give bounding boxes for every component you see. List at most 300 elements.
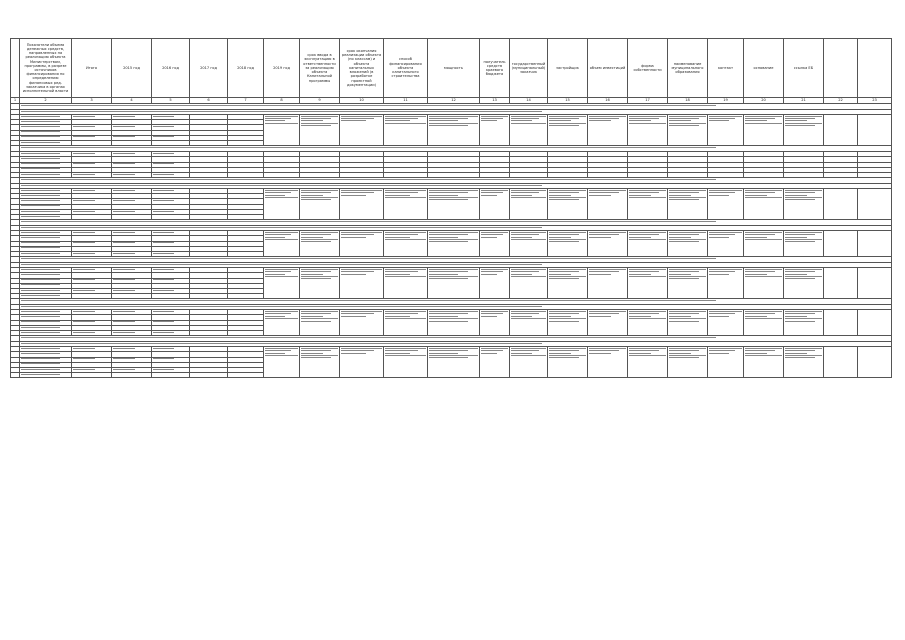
merged-detail-cell — [784, 115, 824, 146]
text-stroke — [73, 232, 95, 233]
scanned-text-placeholder — [301, 348, 338, 378]
investment-table — [10, 38, 892, 378]
text-stroke — [429, 120, 458, 121]
text-stroke — [301, 241, 331, 242]
header-cell-capacity: мощность — [428, 39, 480, 98]
column-number: 2 — [20, 98, 72, 104]
text-stroke — [429, 350, 468, 351]
column-number: 14 — [510, 98, 548, 104]
text-stroke — [113, 232, 135, 233]
text-stroke — [549, 190, 586, 191]
value-cell — [228, 373, 264, 378]
text-stroke — [385, 355, 426, 356]
merged-detail-cell — [384, 268, 428, 299]
text-stroke — [153, 126, 174, 127]
scanned-text-placeholder — [481, 269, 508, 299]
text-stroke — [669, 316, 691, 317]
scanned-text-placeholder — [481, 311, 508, 336]
text-stroke — [301, 118, 331, 119]
merged-detail-cell — [628, 347, 668, 378]
value-cell — [72, 373, 112, 378]
scanned-text-placeholder — [785, 116, 822, 146]
text-stroke — [301, 192, 331, 193]
text-stroke — [21, 227, 542, 228]
text-stroke — [429, 321, 468, 322]
text-stroke — [785, 274, 807, 275]
text-stroke — [785, 321, 815, 322]
merged-detail-cell — [300, 231, 340, 257]
text-stroke — [429, 239, 478, 240]
text-stroke — [549, 353, 571, 354]
text-stroke — [153, 269, 174, 270]
text-stroke — [549, 241, 579, 242]
text-stroke — [153, 253, 174, 254]
text-stroke — [153, 232, 174, 233]
text-stroke — [429, 118, 468, 119]
text-stroke — [629, 192, 659, 193]
merged-detail-cell — [548, 231, 588, 257]
text-stroke — [21, 136, 60, 137]
scanned-text-placeholder — [265, 190, 298, 220]
text-stroke — [709, 269, 742, 270]
text-stroke — [73, 358, 95, 359]
text-stroke — [481, 118, 503, 119]
text-stroke — [429, 271, 468, 272]
text-stroke — [385, 274, 410, 275]
text-stroke — [669, 350, 699, 351]
text-stroke — [341, 311, 382, 312]
text-stroke — [629, 190, 666, 191]
text-stroke — [301, 278, 331, 279]
text-stroke — [745, 348, 782, 349]
merged-detail-cell — [824, 189, 858, 220]
scanned-text-placeholder — [385, 269, 426, 299]
text-stroke — [113, 163, 135, 164]
merged-detail-cell — [858, 231, 892, 257]
text-stroke — [785, 357, 815, 358]
text-stroke — [153, 321, 174, 322]
text-stroke — [385, 239, 426, 240]
text-stroke — [785, 271, 815, 272]
text-stroke — [481, 195, 497, 196]
scanned-text-placeholder — [745, 190, 782, 220]
merged-detail-cell — [668, 231, 708, 257]
text-stroke — [481, 192, 503, 193]
text-stroke — [481, 232, 508, 233]
text-stroke — [21, 211, 60, 212]
text-stroke — [785, 125, 815, 126]
text-stroke — [785, 276, 822, 277]
text-stroke — [21, 247, 60, 248]
value-cell — [152, 373, 190, 378]
text-stroke — [589, 269, 626, 270]
text-stroke — [113, 126, 135, 127]
scanned-text-placeholder — [341, 232, 382, 257]
merged-detail-cell — [340, 231, 384, 257]
text-stroke — [341, 316, 366, 317]
text-stroke — [301, 234, 331, 235]
text-stroke — [301, 197, 338, 198]
text-stroke — [745, 274, 767, 275]
scanned-text-placeholder — [785, 348, 822, 378]
column-number: 4 — [112, 98, 152, 104]
text-stroke — [265, 311, 298, 312]
text-stroke — [481, 350, 503, 351]
text-stroke — [21, 242, 60, 243]
text-stroke — [73, 126, 95, 127]
text-stroke — [745, 190, 782, 191]
text-stroke — [429, 241, 468, 242]
text-stroke — [113, 290, 135, 291]
merged-detail-cell — [300, 115, 340, 146]
table-body — [11, 104, 892, 378]
text-stroke — [629, 232, 666, 233]
text-stroke — [21, 153, 60, 154]
merged-detail-cell — [428, 347, 480, 378]
merged-detail-cell — [824, 115, 858, 146]
text-stroke — [265, 271, 291, 272]
scanned-text-placeholder — [785, 190, 822, 220]
text-stroke — [265, 239, 298, 240]
merged-detail-cell — [510, 231, 548, 257]
merged-detail-cell — [480, 347, 510, 378]
text-stroke — [709, 271, 735, 272]
text-stroke — [341, 120, 366, 121]
text-stroke — [21, 232, 60, 233]
text-stroke — [785, 348, 822, 349]
text-stroke — [21, 142, 60, 143]
text-stroke — [301, 237, 323, 238]
text-stroke — [629, 355, 666, 356]
value-cell — [11, 373, 20, 378]
text-stroke — [511, 234, 539, 235]
scanned-text-placeholder — [265, 311, 298, 336]
text-stroke — [745, 311, 782, 312]
text-stroke — [341, 195, 366, 196]
text-stroke — [669, 120, 691, 121]
scanned-text-placeholder — [341, 190, 382, 220]
header-cell-2019: 2019 год — [264, 39, 300, 98]
merged-detail-cell — [708, 347, 744, 378]
scanned-text-placeholder — [589, 190, 626, 220]
text-stroke — [629, 120, 651, 121]
text-stroke — [481, 120, 497, 121]
text-stroke — [429, 357, 468, 358]
text-stroke — [549, 313, 579, 314]
text-stroke — [745, 318, 782, 319]
scanned-text-placeholder — [629, 190, 666, 220]
text-stroke — [73, 369, 95, 370]
text-stroke — [745, 350, 775, 351]
column-number: 9 — [300, 98, 340, 104]
text-stroke — [785, 123, 822, 124]
merged-detail-cell — [784, 189, 824, 220]
merged-detail-cell — [480, 310, 510, 336]
text-stroke — [745, 316, 767, 317]
spreadsheet-sheet — [10, 38, 890, 628]
text-stroke — [745, 237, 767, 238]
merged-detail-cell — [628, 310, 668, 336]
text-stroke — [385, 232, 426, 233]
text-stroke — [385, 192, 418, 193]
text-stroke — [73, 211, 95, 212]
text-stroke — [481, 316, 497, 317]
text-stroke — [21, 147, 716, 148]
text-stroke — [301, 271, 331, 272]
text-stroke — [549, 125, 579, 126]
text-stroke — [301, 355, 338, 356]
merged-detail-cell — [708, 268, 744, 299]
text-stroke — [709, 192, 735, 193]
text-stroke — [511, 276, 546, 277]
column-number: 16 — [588, 98, 628, 104]
column-number: 11 — [384, 98, 428, 104]
text-stroke — [669, 239, 706, 240]
text-stroke — [113, 369, 135, 370]
scanned-text-placeholder — [629, 232, 666, 257]
text-stroke — [709, 350, 735, 351]
text-stroke — [785, 190, 822, 191]
text-stroke — [113, 190, 135, 191]
text-stroke — [549, 120, 571, 121]
text-stroke — [669, 353, 691, 354]
text-stroke — [265, 318, 298, 319]
text-stroke — [785, 195, 807, 196]
merged-detail-cell — [428, 115, 480, 146]
text-stroke — [709, 313, 735, 314]
scanned-text-placeholder — [745, 232, 782, 257]
scanned-text-placeholder — [341, 348, 382, 378]
text-stroke — [153, 358, 174, 359]
text-stroke — [511, 239, 546, 240]
text-stroke — [385, 123, 426, 124]
merged-detail-cell — [744, 189, 784, 220]
text-stroke — [549, 192, 579, 193]
text-stroke — [153, 190, 174, 191]
text-stroke — [153, 153, 174, 154]
text-stroke — [341, 350, 374, 351]
text-stroke — [429, 116, 478, 117]
text-stroke — [549, 316, 571, 317]
text-stroke — [21, 316, 60, 317]
text-stroke — [745, 269, 782, 270]
text-stroke — [785, 269, 822, 270]
text-stroke — [265, 118, 291, 119]
text-stroke — [669, 118, 699, 119]
text-stroke — [153, 200, 174, 201]
text-stroke — [629, 197, 666, 198]
text-stroke — [341, 237, 366, 238]
merged-detail-cell — [384, 115, 428, 146]
merged-detail-cell — [628, 115, 668, 146]
text-stroke — [429, 123, 478, 124]
text-stroke — [589, 118, 619, 119]
merged-detail-cell — [428, 189, 480, 220]
text-stroke — [21, 353, 60, 354]
text-stroke — [265, 350, 291, 351]
merged-detail-cell — [264, 347, 300, 378]
header-cell-extra-2 — [858, 39, 892, 98]
text-stroke — [429, 278, 468, 279]
text-stroke — [73, 153, 95, 154]
text-stroke — [113, 321, 135, 322]
scanned-text-placeholder — [709, 348, 742, 378]
text-stroke — [429, 313, 468, 314]
text-stroke — [669, 195, 691, 196]
merged-detail-cell — [340, 347, 384, 378]
text-stroke — [511, 274, 532, 275]
text-stroke — [385, 237, 410, 238]
merged-detail-cell — [668, 189, 708, 220]
text-stroke — [481, 274, 497, 275]
text-stroke — [669, 234, 699, 235]
scanned-text-placeholder — [549, 190, 586, 220]
scanned-text-placeholder — [385, 348, 426, 378]
scanned-text-placeholder — [301, 232, 338, 257]
merged-detail-cell — [824, 268, 858, 299]
text-stroke — [153, 311, 174, 312]
text-stroke — [669, 199, 699, 200]
text-stroke — [153, 348, 174, 349]
text-stroke — [785, 350, 815, 351]
text-stroke — [301, 190, 338, 191]
text-stroke — [785, 120, 807, 121]
scanned-text-placeholder — [341, 269, 382, 299]
scanned-text-placeholder — [341, 311, 382, 336]
text-stroke — [709, 274, 729, 275]
text-stroke — [21, 200, 60, 201]
column-number: 21 — [784, 98, 824, 104]
merged-detail-cell — [708, 189, 744, 220]
scanned-text-placeholder — [511, 232, 546, 257]
header-cell-deadline: срок окончания реализации объекта (по классам) и объекта капитальных вложений (в разработке проектной документации) — [340, 39, 384, 98]
text-stroke — [429, 125, 468, 126]
text-stroke — [429, 269, 478, 270]
text-stroke — [429, 318, 478, 319]
text-stroke — [511, 197, 546, 198]
text-stroke — [341, 313, 374, 314]
text-stroke — [589, 311, 626, 312]
text-stroke — [113, 269, 135, 270]
text-stroke — [21, 337, 716, 338]
text-stroke — [629, 123, 666, 124]
text-stroke — [589, 190, 626, 191]
text-stroke — [549, 269, 586, 270]
merged-detail-cell — [588, 268, 628, 299]
text-stroke — [341, 232, 382, 233]
text-stroke — [511, 355, 546, 356]
text-stroke — [341, 353, 366, 354]
scanned-text-placeholder — [511, 269, 546, 299]
text-stroke — [549, 234, 579, 235]
text-stroke — [113, 311, 135, 312]
text-stroke — [549, 197, 586, 198]
text-stroke — [385, 276, 426, 277]
scanned-text-placeholder — [589, 232, 626, 257]
text-stroke — [669, 241, 699, 242]
merged-detail-cell — [480, 268, 510, 299]
merged-detail-cell — [858, 268, 892, 299]
text-stroke — [21, 269, 60, 270]
text-stroke — [301, 318, 338, 319]
text-stroke — [113, 136, 135, 137]
text-stroke — [709, 116, 742, 117]
text-stroke — [629, 118, 659, 119]
header-cell-customer: государственный (муниципальный) заказчик — [510, 39, 548, 98]
header-cell-contact: контакт — [708, 39, 744, 98]
merged-detail-cell — [588, 310, 628, 336]
text-stroke — [265, 269, 298, 270]
text-stroke — [785, 192, 815, 193]
text-stroke — [21, 195, 60, 196]
text-stroke — [745, 195, 767, 196]
merged-detail-cell — [264, 310, 300, 336]
text-stroke — [21, 253, 60, 254]
text-stroke — [629, 234, 659, 235]
text-stroke — [21, 306, 542, 307]
text-stroke — [511, 123, 546, 124]
column-number: 23 — [858, 98, 892, 104]
merged-detail-cell — [668, 115, 708, 146]
scanned-text-placeholder — [709, 116, 742, 146]
text-stroke — [73, 311, 95, 312]
text-stroke — [265, 313, 291, 314]
text-stroke — [589, 234, 619, 235]
scanned-text-placeholder — [481, 232, 508, 257]
text-stroke — [341, 190, 382, 191]
text-stroke — [429, 316, 458, 317]
text-stroke — [385, 348, 426, 349]
merged-detail-cell — [668, 268, 708, 299]
text-stroke — [511, 232, 546, 233]
text-stroke — [511, 350, 539, 351]
text-stroke — [709, 118, 735, 119]
text-stroke — [549, 276, 586, 277]
scanned-text-placeholder — [385, 232, 426, 257]
text-stroke — [511, 190, 546, 191]
scanned-text-placeholder — [511, 190, 546, 220]
text-stroke — [265, 232, 298, 233]
text-stroke — [549, 311, 586, 312]
scanned-text-placeholder — [785, 269, 822, 299]
merged-detail-cell — [480, 231, 510, 257]
merged-detail-cell — [300, 347, 340, 378]
header-cell-ownership: форма собственности — [628, 39, 668, 98]
text-stroke — [21, 216, 60, 217]
text-stroke — [745, 120, 767, 121]
text-stroke — [73, 332, 95, 333]
merged-detail-cell — [300, 268, 340, 299]
text-stroke — [549, 232, 586, 233]
text-stroke — [629, 276, 666, 277]
scanned-text-placeholder — [549, 348, 586, 378]
text-stroke — [511, 271, 539, 272]
text-stroke — [481, 311, 508, 312]
merged-detail-cell — [588, 347, 628, 378]
text-stroke — [21, 358, 60, 359]
text-stroke — [709, 232, 742, 233]
text-stroke — [21, 205, 60, 206]
text-stroke — [429, 353, 458, 354]
text-stroke — [785, 118, 815, 119]
text-stroke — [153, 242, 174, 243]
text-stroke — [21, 300, 716, 301]
text-stroke — [549, 116, 586, 117]
text-stroke — [589, 274, 611, 275]
merged-detail-cell — [708, 310, 744, 336]
merged-detail-cell — [428, 268, 480, 299]
text-stroke — [153, 163, 174, 164]
